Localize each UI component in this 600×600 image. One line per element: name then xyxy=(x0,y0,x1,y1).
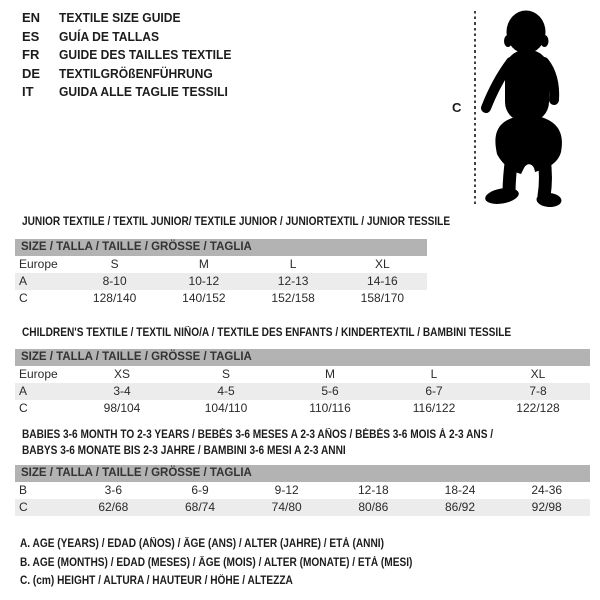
height-measure-line xyxy=(474,11,476,205)
row-label: C xyxy=(19,291,28,305)
language-code: FR xyxy=(22,47,40,62)
language-label: GUÍA DE TALLAS xyxy=(59,28,160,44)
language-code: IT xyxy=(22,84,34,99)
size-cell: 6-7 xyxy=(425,384,443,398)
size-cell: 10-12 xyxy=(188,274,220,288)
size-cell: S xyxy=(221,367,230,381)
size-cell: M xyxy=(198,257,209,271)
language-label: GUIDE DES TAILLES TEXTILE xyxy=(59,47,232,62)
size-cell: 3-4 xyxy=(113,384,131,398)
size-cell: 92/98 xyxy=(531,500,562,514)
size-cell: 6-9 xyxy=(191,483,209,497)
row-label: Europe xyxy=(19,257,58,271)
size-cell: 68/74 xyxy=(184,500,216,514)
size-cell: 116/122 xyxy=(412,401,456,415)
size-cell: 7-8 xyxy=(529,384,547,398)
language-code: DE xyxy=(22,65,41,81)
language-row-es xyxy=(22,28,244,47)
size-cell: 122/128 xyxy=(516,401,560,415)
size-cell: 62/68 xyxy=(98,500,129,514)
junior-size-table xyxy=(15,239,427,307)
language-row-en xyxy=(22,9,244,28)
table-row xyxy=(15,499,590,516)
language-row-fr xyxy=(22,46,244,65)
size-cell: XL xyxy=(375,257,390,271)
baby-silhouette-icon xyxy=(478,8,580,210)
babies-section-title-line2: BABYS 3-6 MONATE BIS 2-3 JAHRE / BAMBINI 3-6 MESI A 2-3 ANNI xyxy=(22,445,346,457)
size-cell: 12-18 xyxy=(358,483,389,497)
measure-label-c: C xyxy=(452,100,462,115)
legend xyxy=(20,535,466,591)
language-label: GUIDA ALLE TAGLIE TESSILI xyxy=(59,84,228,99)
table-row xyxy=(15,400,590,417)
size-cell: XS xyxy=(113,367,130,381)
table-row xyxy=(15,366,590,383)
size-cell: 98/104 xyxy=(103,401,141,415)
size-cell: 158/170 xyxy=(360,291,405,305)
junior-section-title: JUNIOR TEXTILE / TEXTIL JUNIOR/ TEXTILE JUNIOR / JUNIORTEXTIL / JUNIOR TESSILE xyxy=(22,216,451,228)
row-label: C xyxy=(19,401,28,415)
size-cell: XL xyxy=(530,367,546,381)
size-cell: 5-6 xyxy=(321,384,339,398)
size-table-header: SIZE / TALLA / TAILLE / GRÖSSE / TAGLIA xyxy=(15,465,590,482)
children-size-table xyxy=(15,349,590,417)
size-cell: L xyxy=(430,367,438,381)
size-cell: 110/116 xyxy=(309,401,351,415)
size-cell: 140/152 xyxy=(182,291,226,305)
language-label: TEXTILE SIZE GUIDE xyxy=(59,10,181,25)
language-code: ES xyxy=(22,28,40,44)
size-cell: 18-24 xyxy=(444,483,476,497)
size-cell: 24-36 xyxy=(531,483,563,497)
size-cell: 128/140 xyxy=(92,291,137,305)
table-row xyxy=(15,482,590,499)
language-row-de xyxy=(22,65,244,84)
row-label: C xyxy=(19,500,28,514)
table-row xyxy=(15,273,427,290)
size-cell: 74/80 xyxy=(271,500,302,514)
language-title-list xyxy=(22,9,244,102)
size-cell: L xyxy=(289,257,297,271)
size-cell: 8-10 xyxy=(102,274,127,288)
legend-line-a: A. AGE (YEARS) / EDAD (AÑOS) / ÂGE (ANS) / ALTER (JAHRE) / ETÀ (ANNI) xyxy=(20,538,384,550)
size-table-header: SIZE / TALLA / TAILLE / GRÖSSE / TAGLIA xyxy=(15,349,590,366)
row-label: A xyxy=(19,384,28,398)
babies-section-title-line1: BABIES 3-6 MONTH TO 2-3 YEARS / BEBÉS 3-6 MESES A 2-3 AÑOS / BÉBÉS 3-6 MOIS À 2-3 ANS / xyxy=(22,429,494,441)
children-section-title: CHILDREN'S TEXTILE / TEXTIL NIÑO/A / TEXTILE DES ENFANTS / KINDERTEXTIL / BAMBINI TESSILE xyxy=(22,327,512,339)
size-table-header: SIZE / TALLA / TAILLE / GRÖSSE / TAGLIA xyxy=(15,239,427,256)
table-row xyxy=(15,256,427,273)
size-cell: 3-6 xyxy=(104,483,122,497)
size-cell: M xyxy=(325,367,335,381)
row-label: A xyxy=(19,274,28,288)
size-cell: 104/110 xyxy=(204,401,248,415)
size-cell: 152/158 xyxy=(271,291,315,305)
table-row xyxy=(15,290,427,307)
table-row xyxy=(15,383,590,400)
size-cell: 80/86 xyxy=(358,500,389,514)
row-label: B xyxy=(19,483,28,497)
row-label: Europe xyxy=(19,367,58,381)
language-label: TEXTILGRÖßENFÜHRUNG xyxy=(59,65,213,81)
size-cell: S xyxy=(110,257,119,271)
size-cell: 4-5 xyxy=(217,384,235,398)
language-row-it xyxy=(22,83,244,102)
size-cell: 12-13 xyxy=(277,274,309,288)
legend-line-c: C. (cm) HEIGHT / ALTURA / HAUTEUR / HÖHE / ALTEZZA xyxy=(20,575,293,587)
language-code: EN xyxy=(22,10,41,25)
legend-line-b: B. AGE (MONTHS) / EDAD (MESES) / ÂGE (MOIS) / ALTER (MONATE) / ETÀ (MESI) xyxy=(20,556,413,569)
size-cell: 14-16 xyxy=(367,274,398,288)
size-cell: 86/92 xyxy=(445,500,476,514)
babies-size-table xyxy=(15,465,590,516)
size-cell: 9-12 xyxy=(274,483,299,497)
